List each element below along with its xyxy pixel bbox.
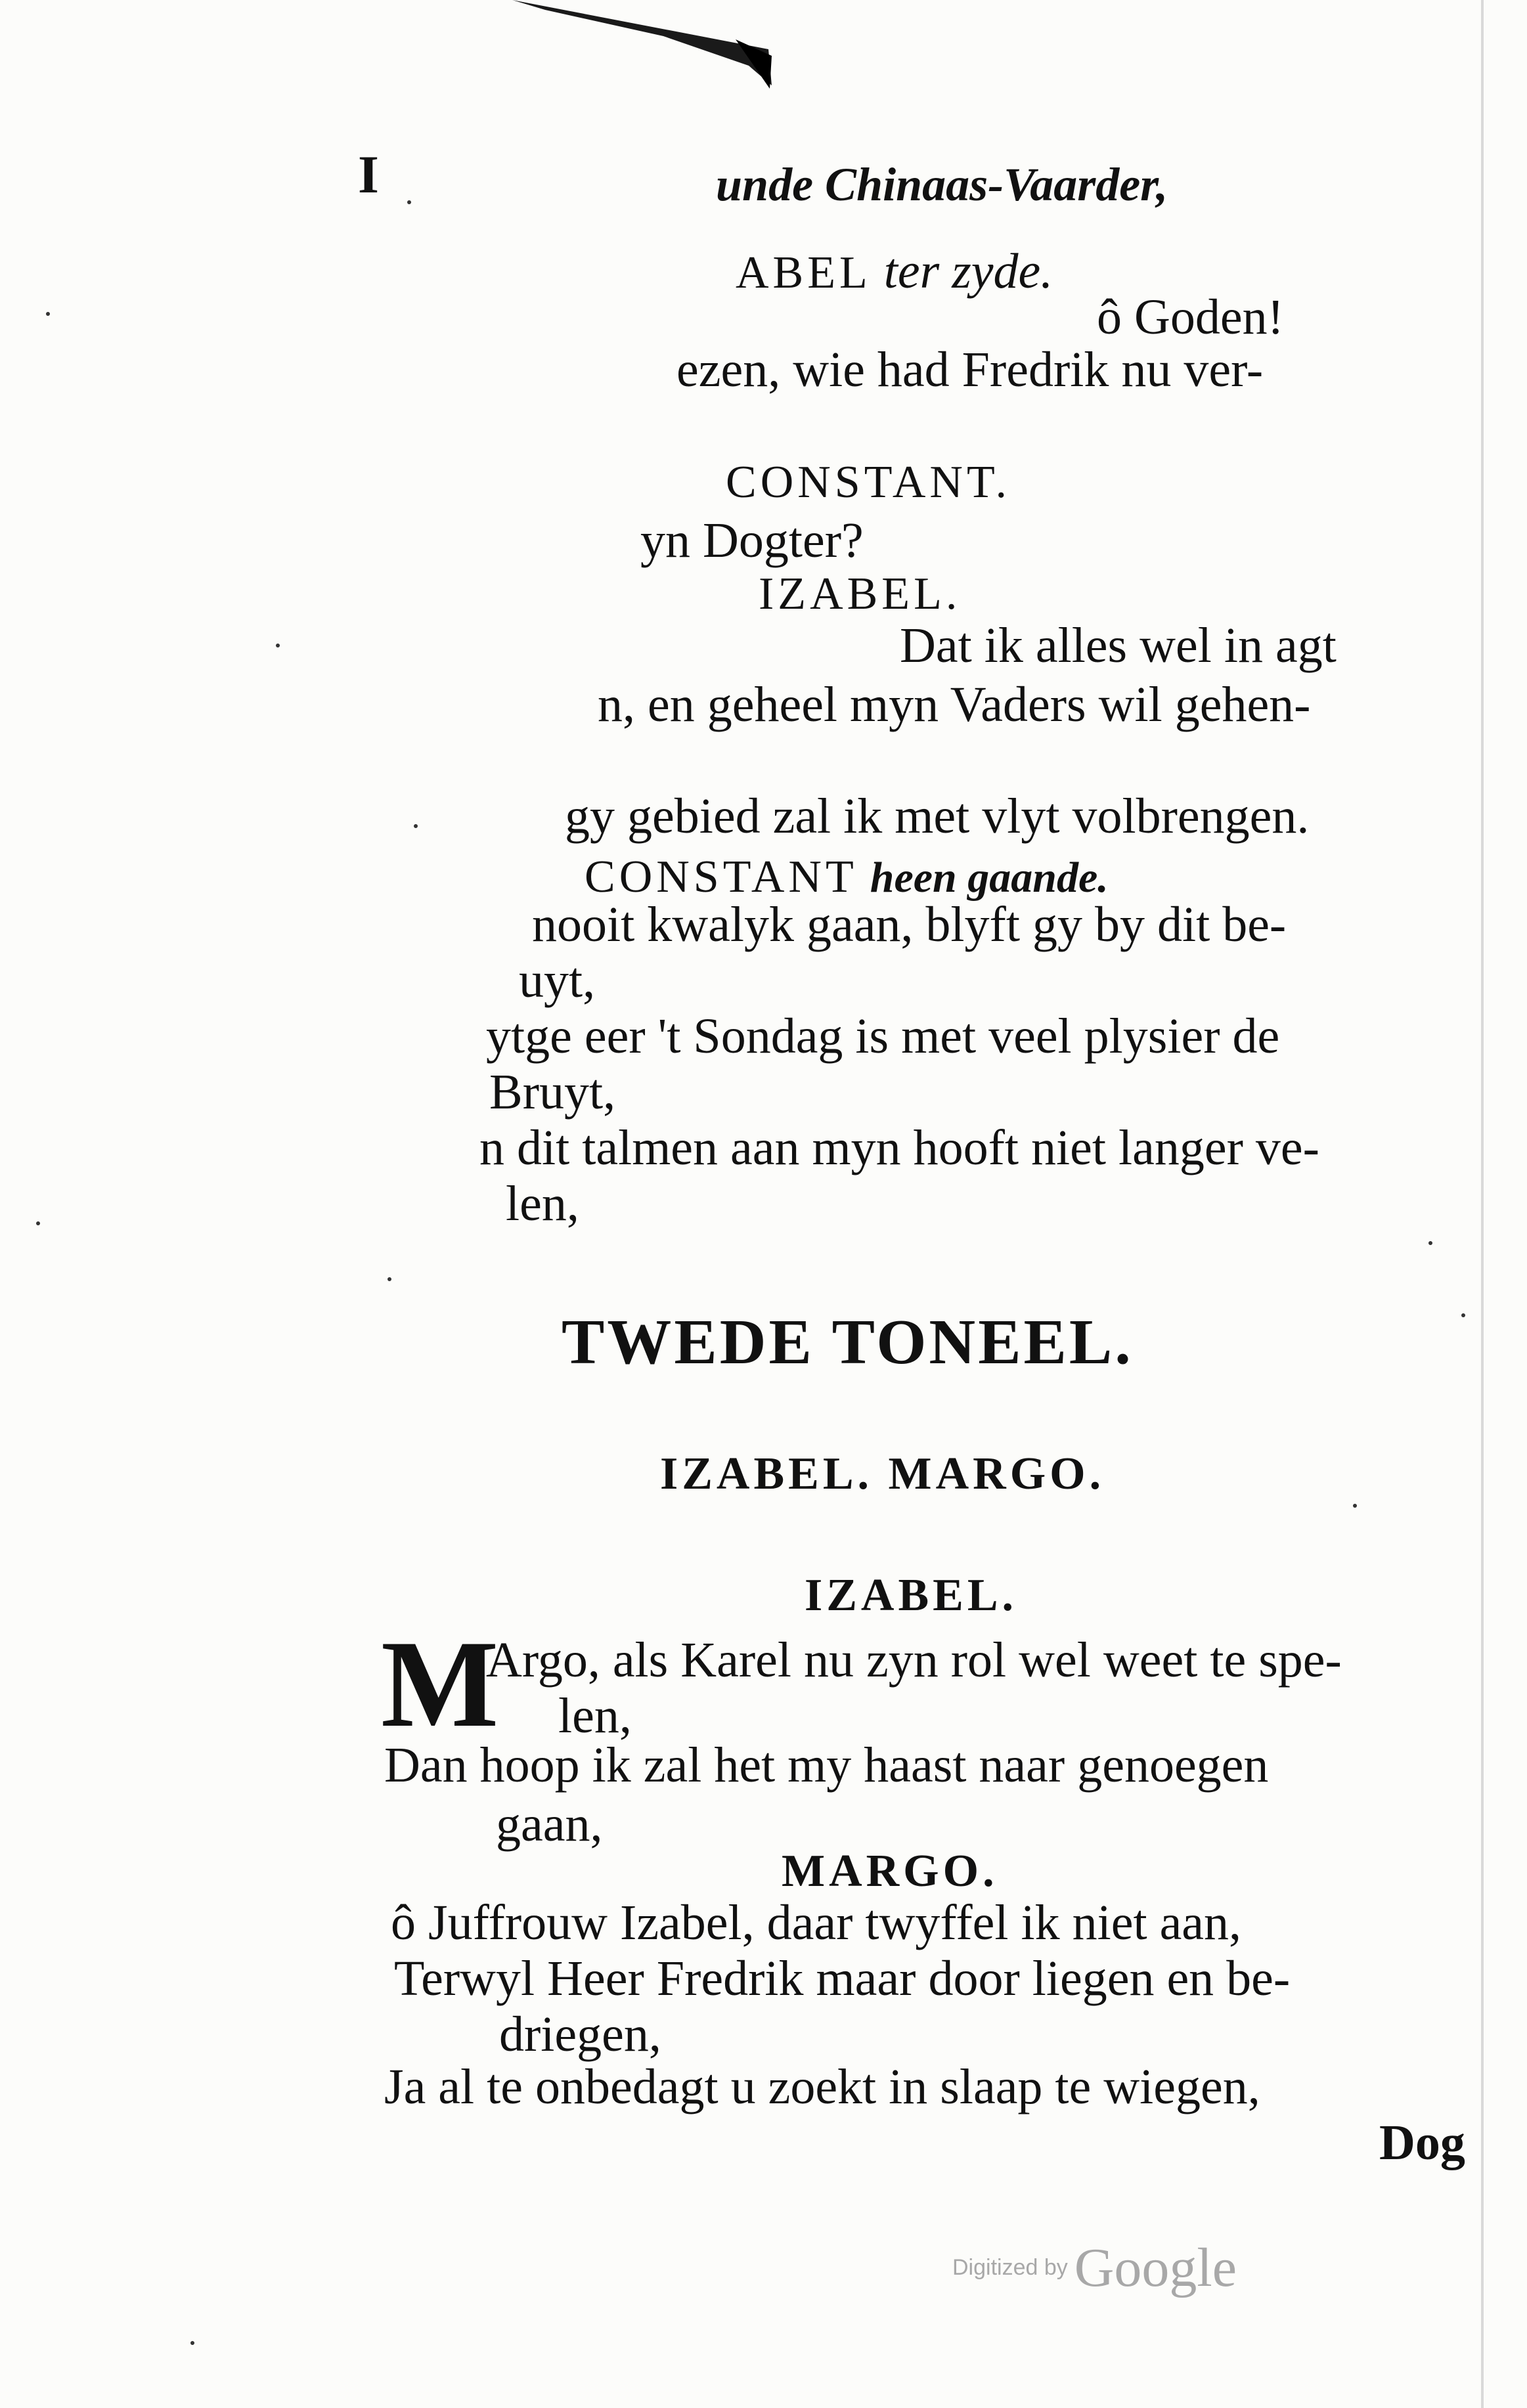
catchword: Dog (1379, 2115, 1465, 2170)
speaker-margo: MARGO. (782, 1846, 998, 1896)
scan-speck (36, 1221, 40, 1225)
stage-direction-izabel-aside (736, 244, 1053, 299)
page-marker: I (358, 144, 379, 204)
scan-speck (414, 824, 418, 828)
scan-speck (190, 2341, 194, 2345)
scene-characters: IZABEL. MARGO. (660, 1449, 1105, 1499)
stage-direction-text: heen gaande. (870, 854, 1109, 902)
verse-line: gaan, (496, 1797, 603, 1852)
verse-line: Bruyt, (489, 1064, 616, 1120)
google-logo: Google (1074, 2237, 1237, 2298)
scan-speck (276, 644, 280, 647)
scan-speck (1461, 1313, 1465, 1317)
speaker-izabel: IZABEL. (805, 1570, 1018, 1621)
verse-line: uyt, (519, 953, 596, 1008)
scan-speck (387, 1277, 391, 1281)
scan-speck (46, 312, 50, 316)
speaker-constant: CONSTANT. (726, 457, 1011, 508)
verse-line: gy gebied zal ik met vlyt volbrengen. (565, 789, 1310, 844)
verse-line: yn Dogter? (640, 513, 864, 568)
scan-speck (407, 200, 411, 204)
speaker-fragment: ABEL (736, 248, 872, 298)
verse-line: n, en geheel myn Vaders wil gehen- (598, 677, 1311, 732)
stage-direction-text: ter zyde. (883, 244, 1053, 299)
digitized-watermark (952, 2236, 1237, 2300)
verse-line: nooit kwalyk gaan, blyft gy by dit be- (532, 897, 1287, 952)
verse-line: len, (506, 1176, 579, 1231)
page-gutter-line (1481, 0, 1484, 2408)
running-title: unde Chinaas-Vaarder, (716, 158, 1168, 211)
verse-line: ô Juffrouw Izabel, daar twyffel ik niet aan, (391, 1895, 1242, 1950)
verse-line: ezen, wie had Fredrik nu ver- (676, 342, 1264, 397)
digitized-by-label: Digitized by (952, 2255, 1068, 2280)
verse-line: Dat ik alles wel in agt (900, 618, 1337, 673)
speaker-constant: CONSTANT (585, 852, 858, 902)
verse-line: driegen, (499, 2007, 661, 2062)
speaker-izabel: IZABEL. (759, 569, 962, 619)
scene-title: TWEDE TONEEL. (562, 1307, 1134, 1378)
verse-line: n dit talmen aan myn hooft niet langer ve- (479, 1120, 1319, 1175)
stage-direction-constant (585, 850, 1109, 900)
drop-cap: M (381, 1615, 499, 1753)
verse-line: ô Goden! (1097, 290, 1284, 345)
verse-line: ytge eer 't Sondag is met veel plysier de (486, 1009, 1280, 1064)
verse-line: Terwyl Heer Fredrik maar door liegen en be- (394, 1951, 1291, 2006)
scan-speck (1428, 1241, 1432, 1245)
verse-line: Ja al te onbedagt u zoekt in slaap te wiegen, (384, 2059, 1260, 2114)
verse-line: len, (558, 1688, 632, 1743)
verse-line: Dan hoop ik zal het my haast naar genoegen (384, 1738, 1269, 1793)
scan-speck (1353, 1504, 1357, 1508)
verse-line: Argo, als Karel nu zyn rol wel weet te spe- (486, 1632, 1342, 1688)
